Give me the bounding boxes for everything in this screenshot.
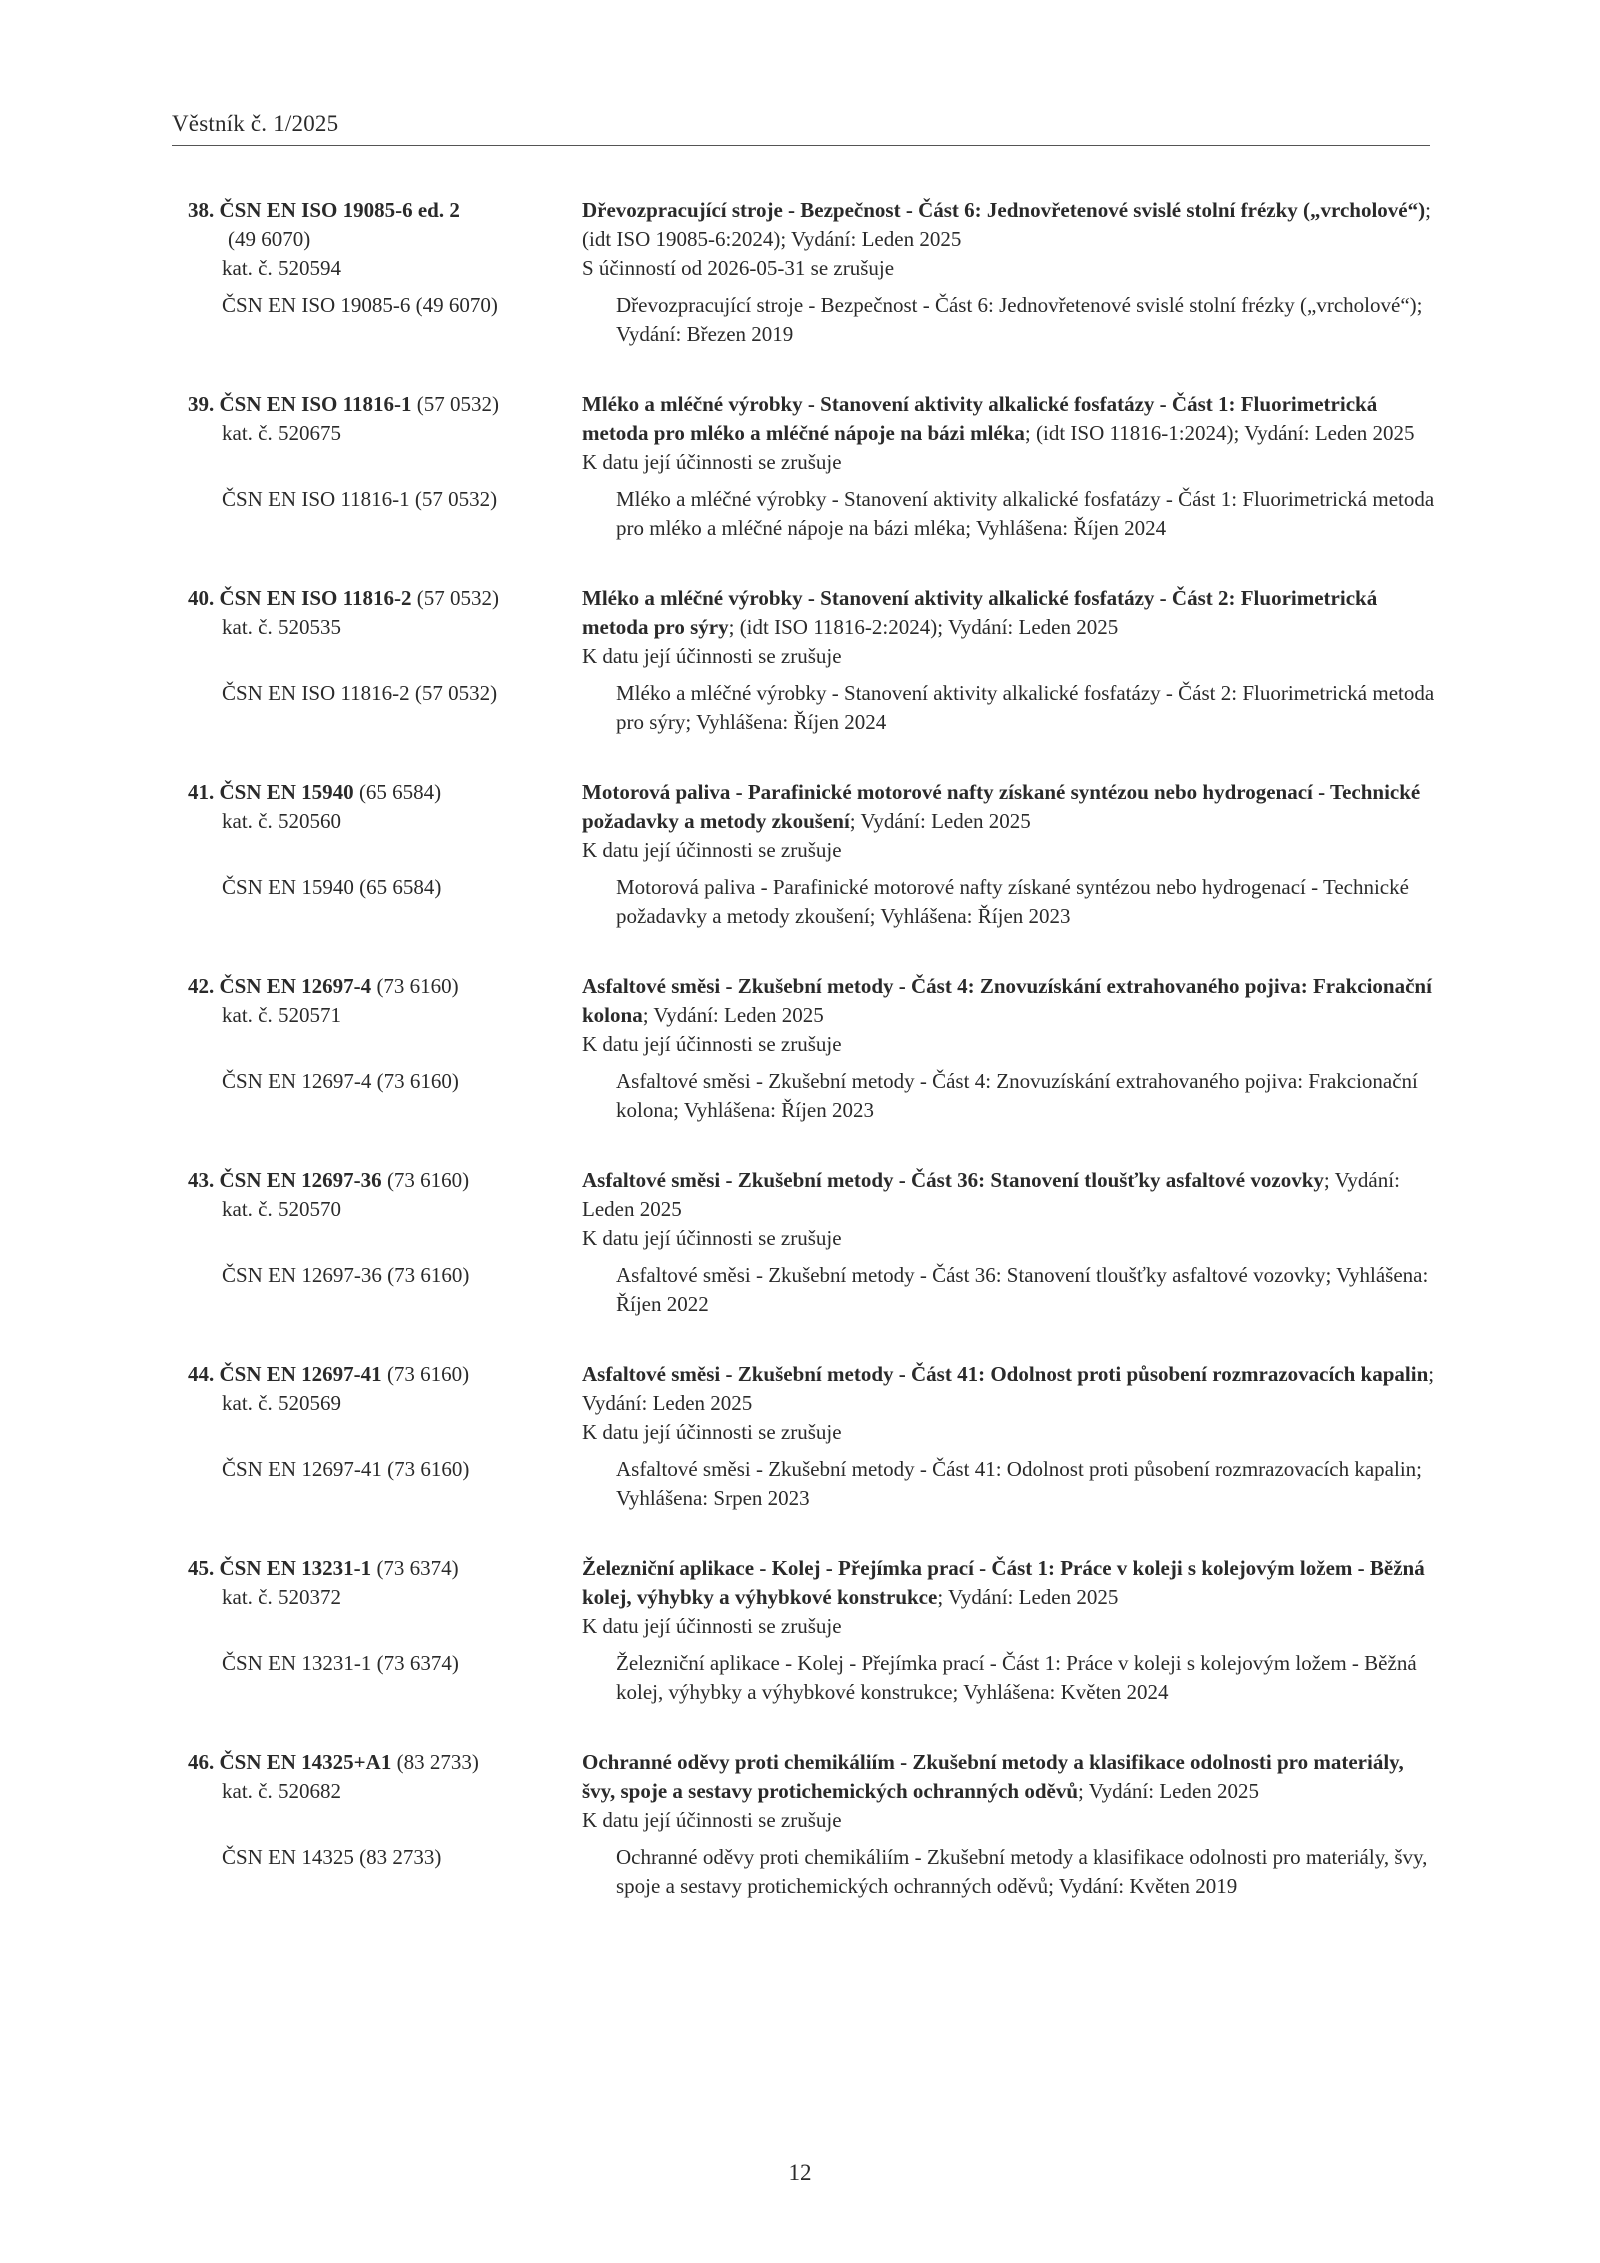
standard-entry xyxy=(188,972,1438,1125)
classification-code: (73 6160) xyxy=(386,1168,470,1192)
replaced-standard-code: ČSN EN ISO 11816-2 (57 0532) xyxy=(222,681,498,705)
replaced-standard-row xyxy=(188,1649,1438,1707)
new-standard-row xyxy=(188,778,1438,865)
entry-number: 38. xyxy=(188,198,215,222)
replaced-standard-code: ČSN EN 12697-36 (73 6160) xyxy=(222,1263,470,1287)
standard-title: Dřevozpracující stroje - Bezpečnost - Část 6: Jednovřetenové svislé stolní frézky („vrcholové“) xyxy=(582,198,1426,222)
standard-issue-info: ; Vydání: Leden 2025 xyxy=(937,1585,1119,1609)
withdrawal-note: K datu její účinnosti se zrušuje xyxy=(582,450,842,474)
standard-code: ČSN EN 13231-1 xyxy=(219,1556,372,1580)
new-standard-row xyxy=(188,390,1438,477)
replaced-standard-code: ČSN EN 12697-4 (73 6160) xyxy=(222,1069,459,1093)
standard-title: Mléko a mléčné výrobky - Stanovení aktivity alkalické fosfatázy - Část 1: Fluorimetrická metoda pro mléko a mléčné nápoje na bázi mléka xyxy=(582,392,1378,445)
standard-entry xyxy=(188,778,1438,931)
entry-number: 39. xyxy=(188,392,215,416)
new-standard-row xyxy=(188,1748,1438,1835)
new-standard-row xyxy=(188,584,1438,671)
standard-issue-info: ; (idt ISO 19085-6:2024); Vydání: Leden 2025 xyxy=(582,198,1431,251)
standard-issue-info: ; Vydání: Leden 2025 xyxy=(642,1003,824,1027)
standard-code: ČSN EN 12697-4 xyxy=(219,974,372,998)
replaced-standard-row xyxy=(188,291,1438,349)
standard-designation xyxy=(188,196,582,283)
standard-designation xyxy=(188,1360,582,1447)
standard-designation xyxy=(188,778,582,865)
standard-issue-info: ; (idt ISO 11816-2:2024); Vydání: Leden 2025 xyxy=(728,615,1119,639)
withdrawal-note: K datu její účinnosti se zrušuje xyxy=(582,1032,842,1056)
standard-description xyxy=(582,1748,1438,1835)
withdrawal-note: K datu její účinnosti se zrušuje xyxy=(582,1226,842,1250)
catalog-number: kat. č. 520675 xyxy=(222,421,341,445)
standard-code: ČSN EN ISO 11816-1 xyxy=(219,392,412,416)
replaced-standard-row xyxy=(188,1261,1438,1319)
entry-number: 43. xyxy=(188,1168,215,1192)
standard-issue-info: ; Vydání: Leden 2025 xyxy=(1078,1779,1260,1803)
standard-designation xyxy=(188,1166,582,1253)
new-standard-row xyxy=(188,1554,1438,1641)
replaced-standard-title: Železniční aplikace - Kolej - Přejímka prací - Část 1: Práce v koleji s kolejovým ložem - Běžná kolej, výhybky a výhybkové konstrukce; Vyhlášena: Květen 2024 xyxy=(616,1651,1417,1704)
entry-number: 41. xyxy=(188,780,215,804)
entry-number: 42. xyxy=(188,974,215,998)
replaced-standard-title: Asfaltové směsi - Zkušební metody - Část 4: Znovuzískání extrahovaného pojiva: Frakcionační kolona; Vyhlášena: Říjen 2023 xyxy=(616,1069,1418,1122)
standard-issue-info: ; Vydání: Leden 2025 xyxy=(849,809,1031,833)
catalog-number: kat. č. 520560 xyxy=(222,809,341,833)
standard-title: Asfaltové směsi - Zkušební metody - Část 36: Stanovení tloušťky asfaltové vozovky xyxy=(582,1168,1324,1192)
replaced-standard-code: ČSN EN ISO 19085-6 (49 6070) xyxy=(222,293,498,317)
standard-title: Ochranné oděvy proti chemikáliím - Zkušební metody a klasifikace odolnosti pro materiály, švy, spoje a sestavy protichemických ochranných oděvů xyxy=(582,1750,1404,1803)
standard-title: Motorová paliva - Parafinické motorové nafty získané syntézou nebo hydrogenací - Technické požadavky a metody zkoušení xyxy=(582,780,1421,833)
standard-description xyxy=(582,390,1438,477)
withdrawal-note: K datu její účinnosti se zrušuje xyxy=(582,1808,842,1832)
classification-code: (83 2733) xyxy=(396,1750,479,1774)
standard-issue-info: ; Vydání: Leden 2025 xyxy=(582,1362,1435,1415)
standard-entry xyxy=(188,1554,1438,1707)
standards-list xyxy=(188,196,1438,1942)
replaced-standard-row xyxy=(188,485,1438,543)
classification-code: (73 6374) xyxy=(376,1556,459,1580)
standard-entry xyxy=(188,1360,1438,1513)
classification-code: (73 6160) xyxy=(376,974,459,998)
new-standard-row xyxy=(188,972,1438,1059)
standard-description xyxy=(582,584,1438,671)
catalog-number: kat. č. 520535 xyxy=(222,615,341,639)
replaced-standard-title: Motorová paliva - Parafinické motorové nafty získané syntézou nebo hydrogenací - Technické požadavky a metody zkoušení; Vyhlášena: Říjen 2023 xyxy=(616,875,1409,928)
withdrawal-note: S účinností od 2026-05-31 se zrušuje xyxy=(582,256,895,280)
standard-designation xyxy=(188,584,582,671)
replaced-standard-title: Mléko a mléčné výrobky - Stanovení aktivity alkalické fosfatázy - Část 2: Fluorimetrická metoda pro sýry; Vyhlášena: Říjen 2024 xyxy=(616,681,1435,734)
withdrawal-note: K datu její účinnosti se zrušuje xyxy=(582,1420,842,1444)
standard-entry xyxy=(188,584,1438,737)
standard-designation xyxy=(188,972,582,1059)
replaced-standard-title: Ochranné oděvy proti chemikáliím - Zkušební metody a klasifikace odolnosti pro materiály, švy, spoje a sestavy protichemických ochranných oděvů; Vydání: Květen 2019 xyxy=(616,1845,1428,1898)
entry-number: 44. xyxy=(188,1362,215,1386)
catalog-number: kat. č. 520682 xyxy=(222,1779,341,1803)
replaced-standard-row xyxy=(188,1067,1438,1125)
standard-designation xyxy=(188,1748,582,1835)
standard-entry xyxy=(188,1166,1438,1319)
standard-code: ČSN EN ISO 19085-6 ed. 2 xyxy=(219,198,460,222)
classification-code: (57 0532) xyxy=(416,586,499,610)
withdrawal-note: K datu její účinnosti se zrušuje xyxy=(582,1614,842,1638)
standard-code: ČSN EN 12697-36 xyxy=(219,1168,382,1192)
standard-description xyxy=(582,972,1438,1059)
catalog-number: kat. č. 520372 xyxy=(222,1585,341,1609)
standard-description xyxy=(582,196,1438,283)
catalog-number: kat. č. 520594 xyxy=(222,256,341,280)
standard-code: ČSN EN 12697-41 xyxy=(219,1362,382,1386)
standard-designation xyxy=(188,1554,582,1641)
page-header: Věstník č. 1/2025 xyxy=(172,111,339,136)
replaced-standard-code: ČSN EN ISO 11816-1 (57 0532) xyxy=(222,487,498,511)
classification-code: (57 0532) xyxy=(416,392,499,416)
replaced-standard-row xyxy=(188,679,1438,737)
standard-title: Železniční aplikace - Kolej - Přejímka prací - Část 1: Práce v koleji s kolejovým ložem - Běžná kolej, výhybky a výhybkové konstrukce xyxy=(582,1556,1425,1609)
standard-title: Mléko a mléčné výrobky - Stanovení aktivity alkalické fosfatázy - Část 2: Fluorimetrická metoda pro sýry xyxy=(582,586,1378,639)
entry-number: 40. xyxy=(188,586,215,610)
replaced-standard-title: Asfaltové směsi - Zkušební metody - Část 41: Odolnost proti působení rozmrazovacích kapalin; Vyhlášena: Srpen 2023 xyxy=(616,1457,1422,1510)
replaced-standard-code: ČSN EN 13231-1 (73 6374) xyxy=(222,1651,459,1675)
replaced-standard-row xyxy=(188,1843,1438,1901)
standard-code: ČSN EN 14325+A1 xyxy=(219,1750,392,1774)
entry-number: 46. xyxy=(188,1750,215,1774)
standard-code: ČSN EN 15940 xyxy=(219,780,354,804)
standard-description xyxy=(582,778,1438,865)
withdrawal-note: K datu její účinnosti se zrušuje xyxy=(582,644,842,668)
new-standard-row xyxy=(188,1166,1438,1253)
catalog-number: kat. č. 520570 xyxy=(222,1197,341,1221)
standard-description xyxy=(582,1360,1438,1447)
new-standard-row xyxy=(188,1360,1438,1447)
classification-code: (65 6584) xyxy=(358,780,442,804)
standard-entry xyxy=(188,196,1438,349)
replaced-standard-title: Asfaltové směsi - Zkušební metody - Část 36: Stanovení tloušťky asfaltové vozovky; Vyhlášena: Říjen 2022 xyxy=(616,1263,1429,1316)
standard-description xyxy=(582,1554,1438,1641)
standard-designation xyxy=(188,390,582,477)
replaced-standard-title: Dřevozpracující stroje - Bezpečnost - Část 6: Jednovřetenové svislé stolní frézky („vrcholové“); Vydání: Březen 2019 xyxy=(616,293,1423,346)
standard-title: Asfaltové směsi - Zkušební metody - Část 4: Znovuzískání extrahovaného pojiva: Frakcionační kolona xyxy=(582,974,1432,1027)
standard-code: ČSN EN ISO 11816-2 xyxy=(219,586,412,610)
replaced-standard-row xyxy=(188,873,1438,931)
standard-title: Asfaltové směsi - Zkušební metody - Část 41: Odolnost proti působení rozmrazovacích kapalin xyxy=(582,1362,1429,1386)
new-standard-row xyxy=(188,196,1438,283)
withdrawal-note: K datu její účinnosti se zrušuje xyxy=(582,838,842,862)
replaced-standard-code: ČSN EN 14325 (83 2733) xyxy=(222,1845,442,1869)
page-number: 12 xyxy=(788,2160,812,2185)
classification-code: (49 6070) xyxy=(228,227,311,251)
classification-code: (73 6160) xyxy=(386,1362,470,1386)
catalog-number: kat. č. 520571 xyxy=(222,1003,341,1027)
catalog-number: kat. č. 520569 xyxy=(222,1391,341,1415)
standard-description xyxy=(582,1166,1438,1253)
replaced-standard-title: Mléko a mléčné výrobky - Stanovení aktivity alkalické fosfatázy - Část 1: Fluorimetrická metoda pro mléko a mléčné nápoje na bázi mléka; Vyhlášena: Říjen 2024 xyxy=(616,487,1435,540)
header-divider xyxy=(172,145,1430,146)
replaced-standard-code: ČSN EN 15940 (65 6584) xyxy=(222,875,442,899)
entry-number: 45. xyxy=(188,1556,215,1580)
standard-issue-info: ; (idt ISO 11816-1:2024); Vydání: Leden 2025 xyxy=(1024,421,1415,445)
standard-entry xyxy=(188,1748,1438,1901)
replaced-standard-code: ČSN EN 12697-41 (73 6160) xyxy=(222,1457,470,1481)
standard-issue-info: ; Vydání: Leden 2025 xyxy=(582,1168,1400,1221)
replaced-standard-row xyxy=(188,1455,1438,1513)
standard-entry xyxy=(188,390,1438,543)
